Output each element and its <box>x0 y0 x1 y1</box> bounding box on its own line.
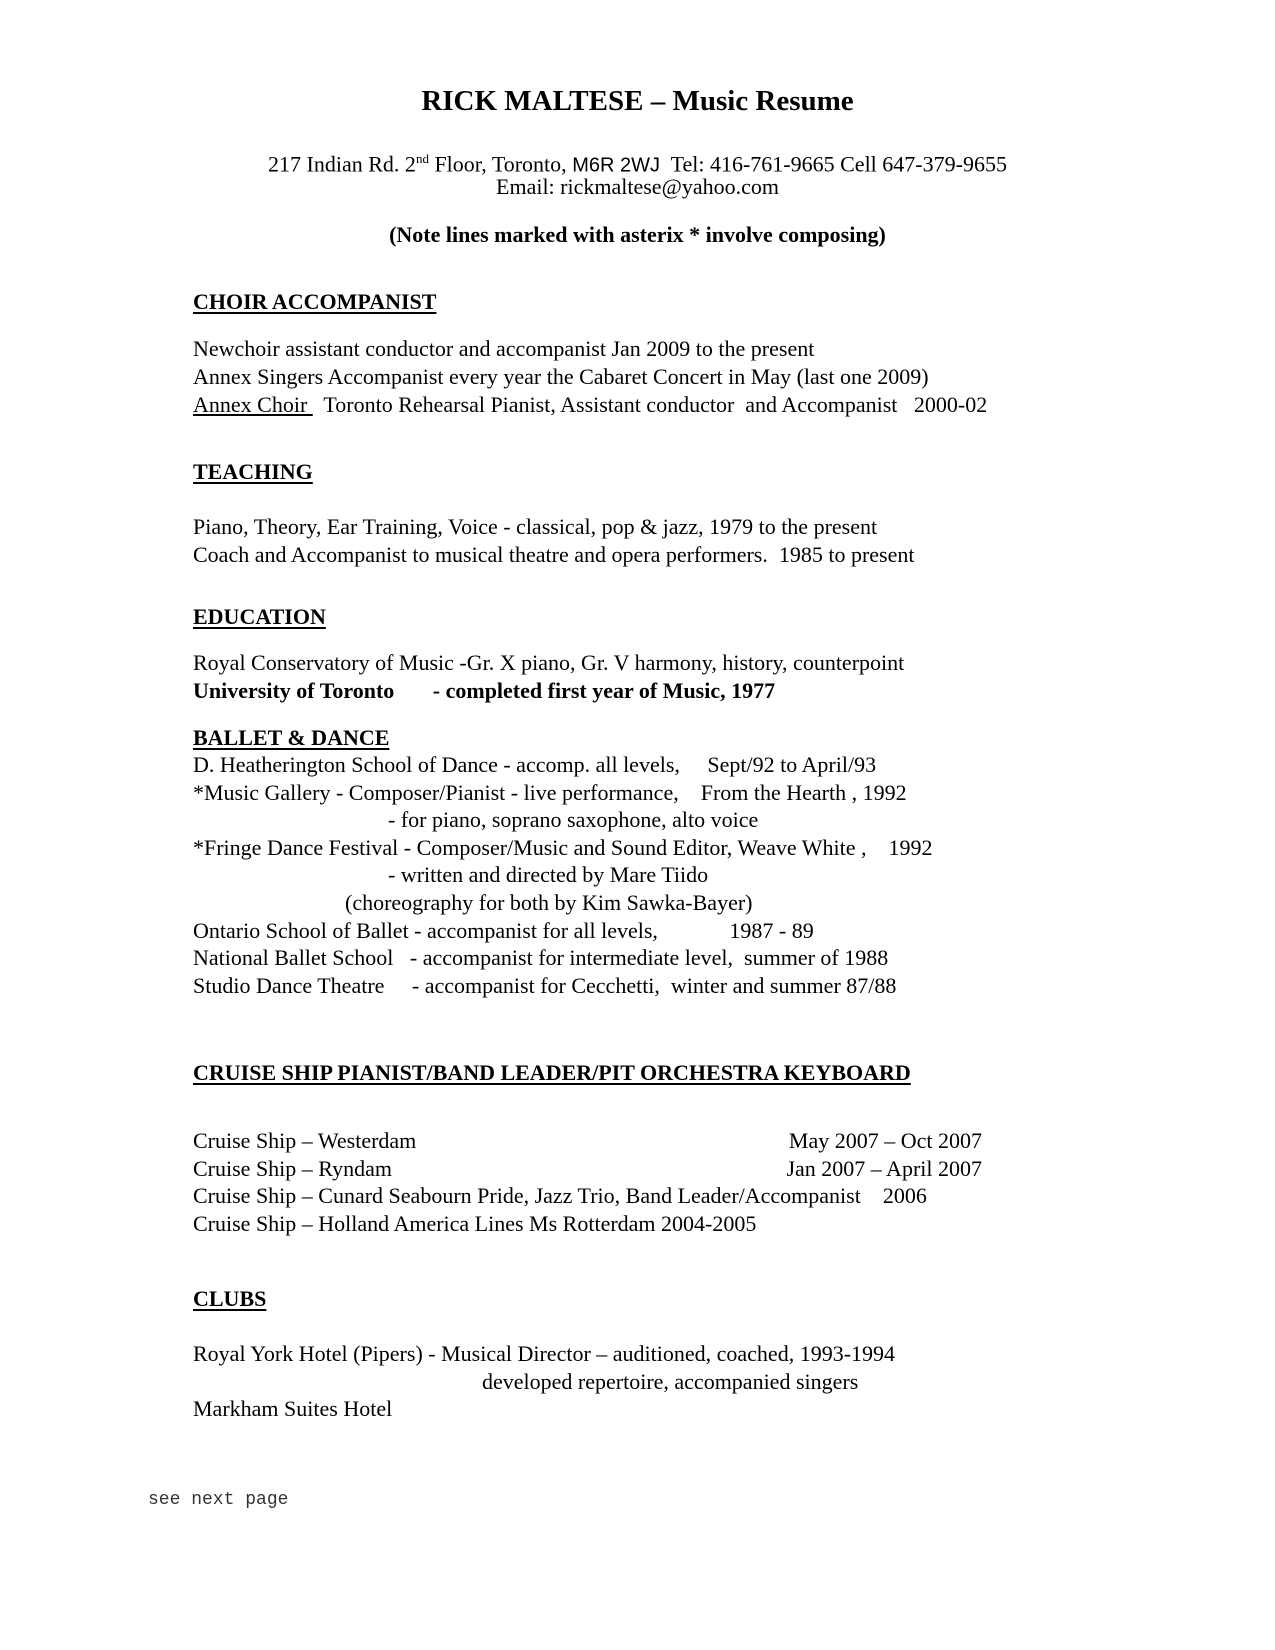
section-heading-clubs: CLUBS <box>193 1286 267 1311</box>
email: Email: rickmaltese@yahoo.com <box>496 174 779 199</box>
annex-choir-label: Annex Choir <box>193 392 313 417</box>
cruise-ship-name: Cruise Ship – Westerdam <box>193 1128 417 1153</box>
choir-line: Newchoir assistant conductor and accompanist Jan 2009 to the present <box>193 336 815 361</box>
ballet-line: National Ballet School - accompanist for intermediate level, summer of 1988 <box>193 945 889 970</box>
ballet-line: (choreography for both by Kim Sawka-Bayer) <box>345 890 753 915</box>
postal-code: M6R 2WJ <box>572 154 660 177</box>
cruise-ship-dates: Jan 2007 – April 2007 <box>786 1156 982 1181</box>
ballet-line: D. Heatherington School of Dance - accomp. all levels, Sept/92 to April/93 <box>193 752 877 777</box>
education-line: Royal Conservatory of Music -Gr. X piano, Gr. V harmony, history, counterpoint <box>193 650 905 675</box>
annex-choir-details: Toronto Rehearsal Pianist, Assistant conductor and Accompanist 2000-02 <box>312 392 988 417</box>
ballet-line: - for piano, soprano saxophone, alto voice <box>388 807 759 832</box>
section-heading-choir: CHOIR ACCOMPANIST <box>193 289 437 314</box>
education-line: University of Toronto - completed first year of Music, 1977 <box>193 678 776 703</box>
teaching-line: Piano, Theory, Ear Training, Voice - classical, pop & jazz, 1979 to the present <box>193 514 878 539</box>
address-middle: Floor, Toronto, <box>428 151 573 177</box>
section-heading-education: EDUCATION <box>193 604 326 629</box>
page-title: RICK MALTESE – Music Resume <box>421 85 854 117</box>
composing-note: (Note lines marked with asterix * involve composing) <box>389 222 886 247</box>
choir-line: Annex Singers Accompanist every year the Cabaret Concert in May (last one 2009) <box>193 364 929 389</box>
address-start: 217 Indian Rd. 2 <box>268 151 416 177</box>
address-superscript: nd <box>415 151 429 166</box>
footer-note: see next page <box>148 1490 289 1510</box>
ballet-line: Studio Dance Theatre - accompanist for Cecchetti, winter and summer 87/88 <box>193 973 897 998</box>
clubs-line: Markham Suites Hotel <box>193 1396 393 1421</box>
choir-line <box>193 392 987 418</box>
cruise-ship-name: Cruise Ship – Ryndam <box>193 1156 392 1181</box>
section-heading-teaching: TEACHING <box>193 459 313 484</box>
ballet-line: - written and directed by Mare Tiido <box>388 862 709 887</box>
ballet-line: *Fringe Dance Festival - Composer/Music and Sound Editor, Weave White , 1992 <box>193 835 933 860</box>
section-heading-cruise: CRUISE SHIP PIANIST/BAND LEADER/PIT ORCHESTRA KEYBOARD <box>193 1060 911 1085</box>
cruise-line: Cruise Ship – Holland America Lines Ms Rotterdam 2004-2005 <box>193 1211 757 1236</box>
phone-numbers: Tel: 416-761-9665 Cell 647-379-9655 <box>659 151 1007 177</box>
section-heading-ballet: BALLET & DANCE <box>193 725 390 750</box>
ballet-line: *Music Gallery - Composer/Pianist - live performance, From the Hearth , 1992 <box>193 780 907 805</box>
clubs-line: Royal York Hotel (Pipers) - Musical Director – auditioned, coached, 1993-1994 <box>193 1341 896 1366</box>
ballet-line: Ontario School of Ballet - accompanist for all levels, 1987 - 89 <box>193 918 814 943</box>
cruise-line: Cruise Ship – Cunard Seabourn Pride, Jazz Trio, Band Leader/Accompanist 2006 <box>193 1183 927 1208</box>
cruise-ship-dates: May 2007 – Oct 2007 <box>788 1128 982 1153</box>
teaching-line: Coach and Accompanist to musical theatre and opera performers. 1985 to present <box>193 542 915 567</box>
clubs-line: developed repertoire, accompanied singers <box>482 1369 859 1394</box>
